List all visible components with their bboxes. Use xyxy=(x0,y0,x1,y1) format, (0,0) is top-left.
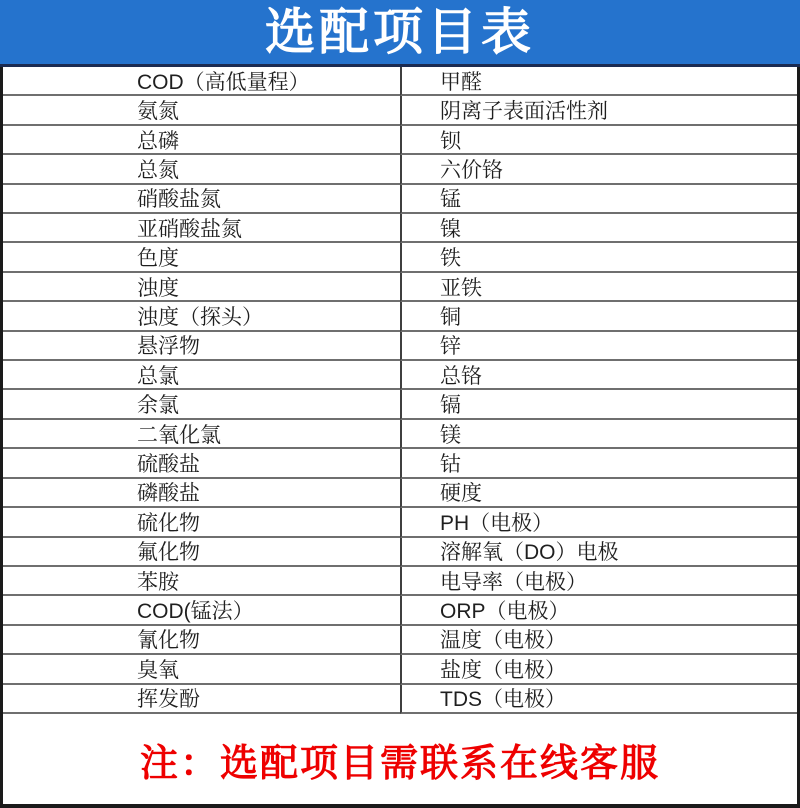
option-cell-left: COD(锰法） xyxy=(3,596,400,625)
option-cell-right: 亚铁 xyxy=(400,273,797,302)
option-cell-left: 色度 xyxy=(3,243,400,272)
option-cell-left: 硫化物 xyxy=(3,508,400,537)
option-cell-left: 悬浮物 xyxy=(3,332,400,361)
option-cell-left: 磷酸盐 xyxy=(3,479,400,508)
option-cell-left: 臭氧 xyxy=(3,655,400,684)
table-row xyxy=(3,449,797,478)
option-cell-right: 阴离子表面活性剂 xyxy=(400,96,797,125)
option-cell-left: 苯胺 xyxy=(3,567,400,596)
table-row xyxy=(3,626,797,655)
option-cell-right: 硬度 xyxy=(400,479,797,508)
table-row xyxy=(3,96,797,125)
option-cell-right: TDS（电极） xyxy=(400,685,797,714)
table-row xyxy=(3,596,797,625)
option-cell-right: PH（电极） xyxy=(400,508,797,537)
option-cell-right: 锌 xyxy=(400,332,797,361)
table-row xyxy=(3,67,797,96)
footer-note-text: 注：选配项目需联系在线客服 xyxy=(139,742,660,785)
option-cell-right: 铁 xyxy=(400,243,797,272)
option-cell-left: COD（高低量程） xyxy=(3,67,400,96)
option-cell-right: 溶解氧（DO）电极 xyxy=(400,538,797,567)
option-cell-left: 总氮 xyxy=(3,155,400,184)
table-row xyxy=(3,185,797,214)
option-cell-right: 铜 xyxy=(400,302,797,331)
option-cell-right: 盐度（电极） xyxy=(400,655,797,684)
table-frame xyxy=(0,67,800,808)
option-cell-right: 镍 xyxy=(400,214,797,243)
table-row xyxy=(3,685,797,714)
table-row xyxy=(3,302,797,331)
option-cell-left: 挥发酚 xyxy=(3,685,400,714)
table-row xyxy=(3,361,797,390)
options-table-body xyxy=(3,67,797,714)
option-cell-left: 余氯 xyxy=(3,390,400,419)
table-row xyxy=(3,126,797,155)
footer-note xyxy=(3,714,797,804)
table-row xyxy=(3,243,797,272)
table-row xyxy=(3,538,797,567)
table-row xyxy=(3,508,797,537)
table-row xyxy=(3,273,797,302)
option-cell-left: 硫酸盐 xyxy=(3,449,400,478)
option-cell-right: 镁 xyxy=(400,420,797,449)
option-cell-right: 钴 xyxy=(400,449,797,478)
option-cell-right: 总铬 xyxy=(400,361,797,390)
table-row xyxy=(3,390,797,419)
option-cell-right: 温度（电极） xyxy=(400,626,797,655)
option-cell-right: 六价铬 xyxy=(400,155,797,184)
option-cell-right: ORP（电极） xyxy=(400,596,797,625)
option-cell-left: 总磷 xyxy=(3,126,400,155)
table-row xyxy=(3,655,797,684)
page-title: 选配项目表 xyxy=(265,4,535,60)
option-cell-right: 甲醛 xyxy=(400,67,797,96)
option-cell-right: 镉 xyxy=(400,390,797,419)
option-cell-left: 硝酸盐氮 xyxy=(3,185,400,214)
option-cell-left: 总氯 xyxy=(3,361,400,390)
table-row xyxy=(3,214,797,243)
table-row xyxy=(3,332,797,361)
option-cell-left: 亚硝酸盐氮 xyxy=(3,214,400,243)
option-cell-left: 氨氮 xyxy=(3,96,400,125)
option-cell-right: 钡 xyxy=(400,126,797,155)
table-row xyxy=(3,479,797,508)
option-cell-right: 锰 xyxy=(400,185,797,214)
option-cell-left: 浊度（探头） xyxy=(3,302,400,331)
option-cell-left: 氟化物 xyxy=(3,538,400,567)
table-row xyxy=(3,155,797,184)
table-row xyxy=(3,420,797,449)
option-cell-left: 氰化物 xyxy=(3,626,400,655)
option-cell-left: 浊度 xyxy=(3,273,400,302)
option-cell-right: 电导率（电极） xyxy=(400,567,797,596)
option-cell-left: 二氧化氯 xyxy=(3,420,400,449)
table-header xyxy=(0,0,800,67)
table-row xyxy=(3,567,797,596)
